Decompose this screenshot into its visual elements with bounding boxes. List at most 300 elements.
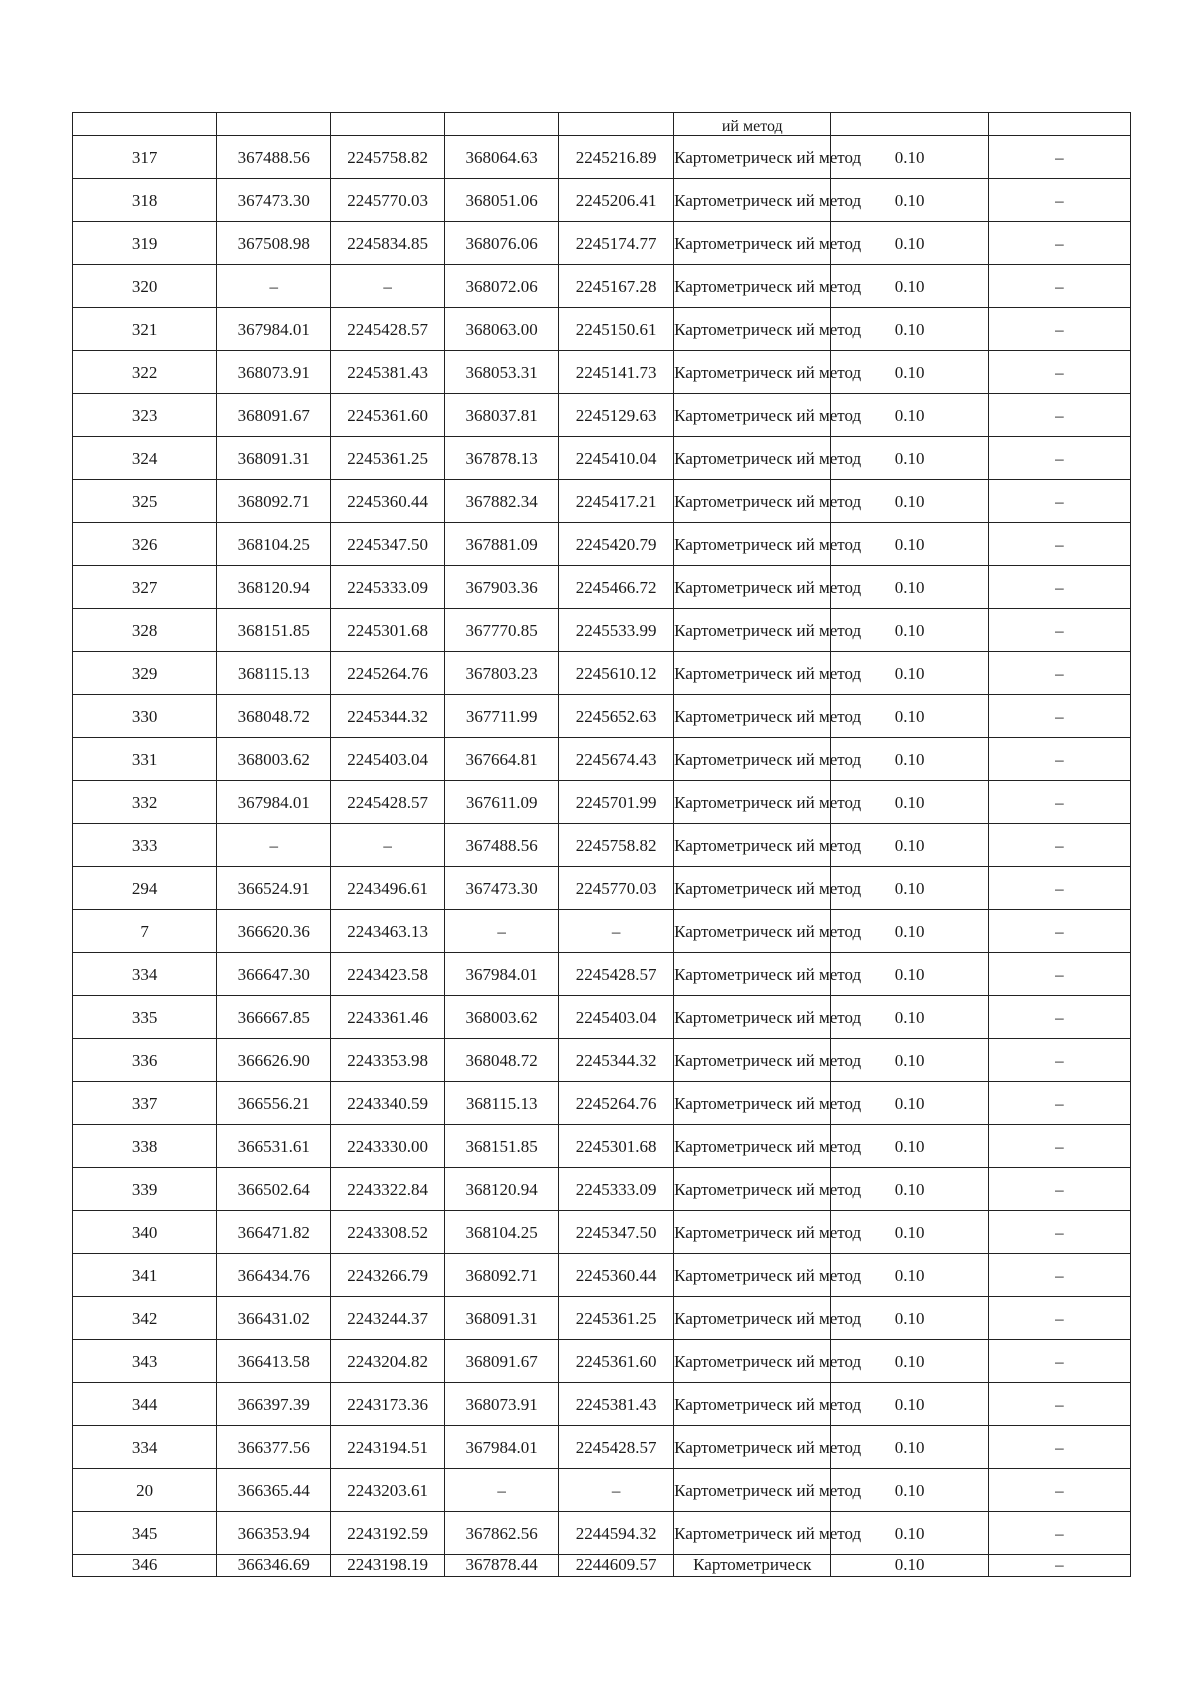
cell-method: Картометрическ ий метод — [674, 1211, 831, 1254]
cell-x-new: 367770.85 — [445, 609, 559, 652]
cell-x-old: 368073.91 — [217, 351, 331, 394]
cell-x-old — [217, 113, 331, 136]
cell-method: Картометрическ ий метод — [674, 480, 831, 523]
cell-point-number: 327 — [73, 566, 217, 609]
table-row — [73, 437, 1131, 480]
cell-point-number: 338 — [73, 1125, 217, 1168]
cell-x-old: 368104.25 — [217, 523, 331, 566]
cell-point-number — [73, 113, 217, 136]
cell-accuracy: 0.10 — [831, 996, 988, 1039]
cell-method: Картометрическ — [674, 1555, 831, 1577]
cell-accuracy: 0.10 — [831, 566, 988, 609]
table-row — [73, 953, 1131, 996]
cell-y-old: 2245360.44 — [331, 480, 445, 523]
table-row — [73, 1340, 1131, 1383]
cell-method: Картометрическ ий метод — [674, 351, 831, 394]
cell-x-new: 368151.85 — [445, 1125, 559, 1168]
cell-y-new: 2245420.79 — [559, 523, 674, 566]
cell-y-new: 2245206.41 — [559, 179, 674, 222]
cell-point-number: 331 — [73, 738, 217, 781]
cell-method: Картометрическ ий метод — [674, 1469, 831, 1512]
cell-x-new: 368037.81 — [445, 394, 559, 437]
cell-x-old: 366413.58 — [217, 1340, 331, 1383]
cell-note: – — [988, 1168, 1130, 1211]
cell-method: Картометрическ ий метод — [674, 1168, 831, 1211]
table-row — [73, 1254, 1131, 1297]
table-row — [73, 1469, 1131, 1512]
cell-x-old: 366667.85 — [217, 996, 331, 1039]
table-row — [73, 480, 1131, 523]
cell-note: – — [988, 609, 1130, 652]
cell-x-new — [445, 113, 559, 136]
cell-x-old: 366346.69 — [217, 1555, 331, 1577]
cell-y-old: – — [331, 824, 445, 867]
table-row — [73, 738, 1131, 781]
cell-y-new: – — [559, 1469, 674, 1512]
cell-y-new: 2245403.04 — [559, 996, 674, 1039]
cell-point-number: 332 — [73, 781, 217, 824]
cell-note: – — [988, 1383, 1130, 1426]
cell-note: – — [988, 308, 1130, 351]
cell-point-number: 325 — [73, 480, 217, 523]
cell-point-number: 335 — [73, 996, 217, 1039]
cell-method: Картометрическ ий метод — [674, 265, 831, 308]
cell-y-old: 2245428.57 — [331, 781, 445, 824]
cell-x-old: 368091.67 — [217, 394, 331, 437]
cell-y-new: 2245381.43 — [559, 1383, 674, 1426]
cell-x-new: 367664.81 — [445, 738, 559, 781]
cell-note: – — [988, 179, 1130, 222]
cell-method: Картометрическ ий метод — [674, 738, 831, 781]
cell-note: – — [988, 996, 1130, 1039]
cell-note — [988, 113, 1130, 136]
cell-y-old: 2243423.58 — [331, 953, 445, 996]
cell-y-new: 2244609.57 — [559, 1555, 674, 1577]
cell-point-number: 328 — [73, 609, 217, 652]
cell-note: – — [988, 1469, 1130, 1512]
table-row — [73, 652, 1131, 695]
cell-x-new: 367878.13 — [445, 437, 559, 480]
table-row — [73, 523, 1131, 566]
cell-note: – — [988, 566, 1130, 609]
cell-point-number: 346 — [73, 1555, 217, 1577]
cell-method: Картометрическ ий метод — [674, 1039, 831, 1082]
cell-point-number: 326 — [73, 523, 217, 566]
cell-accuracy: 0.10 — [831, 824, 988, 867]
cell-y-old: 2243330.00 — [331, 1125, 445, 1168]
cell-note: – — [988, 1555, 1130, 1577]
cell-x-old: – — [217, 265, 331, 308]
cell-point-number: 323 — [73, 394, 217, 437]
cell-accuracy: 0.10 — [831, 1469, 988, 1512]
cell-x-new: 368073.91 — [445, 1383, 559, 1426]
cell-note: – — [988, 1426, 1130, 1469]
cell-method: Картометрическ ий метод — [674, 609, 831, 652]
cell-x-new: 367903.36 — [445, 566, 559, 609]
cell-point-number: 345 — [73, 1512, 217, 1555]
table-row — [73, 1426, 1131, 1469]
cell-x-old: 366524.91 — [217, 867, 331, 910]
cell-method: Картометрическ ий метод — [674, 179, 831, 222]
cell-x-old: 366353.94 — [217, 1512, 331, 1555]
cell-x-new: 368072.06 — [445, 265, 559, 308]
cell-accuracy: 0.10 — [831, 1039, 988, 1082]
cell-note: – — [988, 910, 1130, 953]
cell-y-new: 2245466.72 — [559, 566, 674, 609]
cell-x-new: 368091.67 — [445, 1340, 559, 1383]
cell-x-new: 368053.31 — [445, 351, 559, 394]
cell-x-old: 366431.02 — [217, 1297, 331, 1340]
cell-note: – — [988, 351, 1130, 394]
table-row — [73, 1125, 1131, 1168]
cell-x-new: 368003.62 — [445, 996, 559, 1039]
cell-method: ий метод — [674, 113, 831, 136]
table-row — [73, 179, 1131, 222]
cell-y-old: 2243463.13 — [331, 910, 445, 953]
cell-point-number: 341 — [73, 1254, 217, 1297]
cell-point-number: 320 — [73, 265, 217, 308]
cell-note: – — [988, 738, 1130, 781]
cell-x-old: 366377.56 — [217, 1426, 331, 1469]
cell-y-old: 2245770.03 — [331, 179, 445, 222]
cell-x-old: 367488.56 — [217, 136, 331, 179]
table-row — [73, 910, 1131, 953]
cell-x-new: 368104.25 — [445, 1211, 559, 1254]
cell-y-new: 2245770.03 — [559, 867, 674, 910]
cell-point-number: 317 — [73, 136, 217, 179]
cell-y-old: 2245264.76 — [331, 652, 445, 695]
cell-y-old: 2245403.04 — [331, 738, 445, 781]
cell-x-new: 368091.31 — [445, 1297, 559, 1340]
cell-accuracy: 0.10 — [831, 1168, 988, 1211]
cell-point-number: 342 — [73, 1297, 217, 1340]
table-row — [73, 566, 1131, 609]
cell-point-number: 322 — [73, 351, 217, 394]
cell-method: Картометрическ ий метод — [674, 437, 831, 480]
cell-y-old: – — [331, 265, 445, 308]
table-row — [73, 824, 1131, 867]
cell-y-old: 2243322.84 — [331, 1168, 445, 1211]
cell-x-new: 368115.13 — [445, 1082, 559, 1125]
cell-y-old: 2243266.79 — [331, 1254, 445, 1297]
cell-method: Картометрическ ий метод — [674, 1512, 831, 1555]
cell-y-old: 2245361.25 — [331, 437, 445, 480]
cell-accuracy: 0.10 — [831, 1211, 988, 1254]
cell-x-new: 367473.30 — [445, 867, 559, 910]
cell-method: Картометрическ ий метод — [674, 308, 831, 351]
cell-point-number: 337 — [73, 1082, 217, 1125]
cell-note: – — [988, 394, 1130, 437]
cell-x-old: 368003.62 — [217, 738, 331, 781]
cell-note: – — [988, 824, 1130, 867]
cell-y-old: 2243361.46 — [331, 996, 445, 1039]
cell-method: Картометрическ ий метод — [674, 824, 831, 867]
table-row — [73, 1211, 1131, 1254]
cell-x-old: 366626.90 — [217, 1039, 331, 1082]
cell-point-number: 329 — [73, 652, 217, 695]
cell-note: – — [988, 437, 1130, 480]
cell-x-new: 367984.01 — [445, 953, 559, 996]
cell-x-old: 366556.21 — [217, 1082, 331, 1125]
table-row — [73, 867, 1131, 910]
cell-y-new: 2245129.63 — [559, 394, 674, 437]
cell-note: – — [988, 781, 1130, 824]
cell-accuracy: 0.10 — [831, 179, 988, 222]
cell-method: Картометрическ ий метод — [674, 1254, 831, 1297]
cell-note: – — [988, 480, 1130, 523]
cell-accuracy: 0.10 — [831, 1426, 988, 1469]
cell-note: – — [988, 1254, 1130, 1297]
table-row — [73, 1512, 1131, 1555]
cell-y-new: 2245361.25 — [559, 1297, 674, 1340]
cell-method: Картометрическ ий метод — [674, 652, 831, 695]
cell-y-old — [331, 113, 445, 136]
cell-y-new: 2245428.57 — [559, 953, 674, 996]
cell-accuracy: 0.10 — [831, 910, 988, 953]
cell-y-old: 2245428.57 — [331, 308, 445, 351]
cell-x-new: 367488.56 — [445, 824, 559, 867]
cell-accuracy: 0.10 — [831, 265, 988, 308]
cell-note: – — [988, 1512, 1130, 1555]
cell-x-old: 366434.76 — [217, 1254, 331, 1297]
cell-point-number: 7 — [73, 910, 217, 953]
table-row — [73, 222, 1131, 265]
cell-x-new: 367882.34 — [445, 480, 559, 523]
cell-x-new: – — [445, 1469, 559, 1512]
cell-y-old: 2243198.19 — [331, 1555, 445, 1577]
cell-note: – — [988, 523, 1130, 566]
table-row — [73, 781, 1131, 824]
cell-y-new: 2245360.44 — [559, 1254, 674, 1297]
cell-x-old: 366471.82 — [217, 1211, 331, 1254]
cell-y-new: 2245610.12 — [559, 652, 674, 695]
cell-accuracy: 0.10 — [831, 351, 988, 394]
cell-note: – — [988, 1082, 1130, 1125]
table-row — [73, 1168, 1131, 1211]
cell-x-new: 368048.72 — [445, 1039, 559, 1082]
cell-y-new: 2245216.89 — [559, 136, 674, 179]
cell-method: Картометрическ ий метод — [674, 523, 831, 566]
cell-note: – — [988, 1297, 1130, 1340]
cell-y-old: 2243244.37 — [331, 1297, 445, 1340]
cell-note: – — [988, 867, 1130, 910]
cell-y-old: 2245834.85 — [331, 222, 445, 265]
cell-accuracy: 0.10 — [831, 1297, 988, 1340]
cell-accuracy: 0.10 — [831, 437, 988, 480]
table-row — [73, 1555, 1131, 1577]
cell-method: Картометрическ ий метод — [674, 1082, 831, 1125]
table-row — [73, 1039, 1131, 1082]
cell-y-old: 2245344.32 — [331, 695, 445, 738]
cell-x-new: 368051.06 — [445, 179, 559, 222]
cell-x-new: 367878.44 — [445, 1555, 559, 1577]
table-row-continued — [73, 113, 1131, 136]
cell-x-new: 367984.01 — [445, 1426, 559, 1469]
cell-y-old: 2245361.60 — [331, 394, 445, 437]
cell-y-new: 2245758.82 — [559, 824, 674, 867]
cell-point-number: 339 — [73, 1168, 217, 1211]
cell-method: Картометрическ ий метод — [674, 1340, 831, 1383]
cell-note: – — [988, 1125, 1130, 1168]
cell-accuracy: 0.10 — [831, 695, 988, 738]
cell-accuracy: 0.10 — [831, 867, 988, 910]
cell-x-old: 368115.13 — [217, 652, 331, 695]
table-row — [73, 351, 1131, 394]
cell-accuracy — [831, 113, 988, 136]
cell-y-new: 2244594.32 — [559, 1512, 674, 1555]
cell-accuracy: 0.10 — [831, 1555, 988, 1577]
cell-y-old: 2243340.59 — [331, 1082, 445, 1125]
cell-method: Картометрическ ий метод — [674, 394, 831, 437]
table-row — [73, 695, 1131, 738]
coordinates-table — [72, 112, 1131, 1577]
cell-x-new: 368092.71 — [445, 1254, 559, 1297]
cell-y-old: 2243192.59 — [331, 1512, 445, 1555]
cell-y-old: 2245347.50 — [331, 523, 445, 566]
cell-accuracy: 0.10 — [831, 1082, 988, 1125]
cell-y-new: – — [559, 910, 674, 953]
cell-x-old: 368048.72 — [217, 695, 331, 738]
cell-x-old: 368091.31 — [217, 437, 331, 480]
table-row — [73, 136, 1131, 179]
cell-x-old: 367473.30 — [217, 179, 331, 222]
cell-accuracy: 0.10 — [831, 308, 988, 351]
cell-method: Картометрическ ий метод — [674, 996, 831, 1039]
cell-x-new: 368063.00 — [445, 308, 559, 351]
cell-accuracy: 0.10 — [831, 1383, 988, 1426]
cell-method: Картометрическ ий метод — [674, 1426, 831, 1469]
cell-y-old: 2245381.43 — [331, 351, 445, 394]
cell-x-new: 367881.09 — [445, 523, 559, 566]
cell-point-number: 324 — [73, 437, 217, 480]
cell-accuracy: 0.10 — [831, 394, 988, 437]
cell-y-new: 2245167.28 — [559, 265, 674, 308]
table-row — [73, 394, 1131, 437]
cell-y-new: 2245417.21 — [559, 480, 674, 523]
cell-accuracy: 0.10 — [831, 781, 988, 824]
cell-method: Картометрическ ий метод — [674, 867, 831, 910]
cell-y-new: 2245428.57 — [559, 1426, 674, 1469]
cell-accuracy: 0.10 — [831, 738, 988, 781]
cell-accuracy: 0.10 — [831, 1512, 988, 1555]
cell-point-number: 321 — [73, 308, 217, 351]
cell-y-new: 2245174.77 — [559, 222, 674, 265]
cell-x-old: 367984.01 — [217, 781, 331, 824]
cell-method: Картометрическ ий метод — [674, 566, 831, 609]
cell-y-old: 2243203.61 — [331, 1469, 445, 1512]
cell-x-old: 368151.85 — [217, 609, 331, 652]
cell-method: Картометрическ ий метод — [674, 222, 831, 265]
cell-x-new: – — [445, 910, 559, 953]
cell-y-old: 2243496.61 — [331, 867, 445, 910]
cell-y-new: 2245347.50 — [559, 1211, 674, 1254]
cell-y-new: 2245333.09 — [559, 1168, 674, 1211]
cell-point-number: 294 — [73, 867, 217, 910]
cell-point-number: 340 — [73, 1211, 217, 1254]
cell-y-old: 2243204.82 — [331, 1340, 445, 1383]
cell-y-new: 2245652.63 — [559, 695, 674, 738]
cell-method: Картометрическ ий метод — [674, 1383, 831, 1426]
cell-y-new: 2245674.43 — [559, 738, 674, 781]
cell-y-new: 2245361.60 — [559, 1340, 674, 1383]
table-row — [73, 265, 1131, 308]
cell-point-number: 20 — [73, 1469, 217, 1512]
cell-x-old: 366502.64 — [217, 1168, 331, 1211]
cell-y-new: 2245344.32 — [559, 1039, 674, 1082]
cell-y-old: 2243308.52 — [331, 1211, 445, 1254]
cell-x-old: 367984.01 — [217, 308, 331, 351]
table-row — [73, 609, 1131, 652]
table-row — [73, 1082, 1131, 1125]
cell-accuracy: 0.10 — [831, 652, 988, 695]
cell-point-number: 319 — [73, 222, 217, 265]
table-row — [73, 308, 1131, 351]
cell-method: Картометрическ ий метод — [674, 1125, 831, 1168]
cell-note: – — [988, 265, 1130, 308]
table-body — [73, 113, 1131, 1577]
cell-accuracy: 0.10 — [831, 1254, 988, 1297]
cell-method: Картометрическ ий метод — [674, 910, 831, 953]
cell-x-new: 367711.99 — [445, 695, 559, 738]
cell-point-number: 343 — [73, 1340, 217, 1383]
cell-y-new — [559, 113, 674, 136]
cell-x-old: 367508.98 — [217, 222, 331, 265]
cell-y-old: 2245333.09 — [331, 566, 445, 609]
cell-point-number: 333 — [73, 824, 217, 867]
cell-x-old: 366620.36 — [217, 910, 331, 953]
cell-accuracy: 0.10 — [831, 609, 988, 652]
cell-x-old: 366531.61 — [217, 1125, 331, 1168]
cell-method: Картометрическ ий метод — [674, 781, 831, 824]
cell-method: Картометрическ ий метод — [674, 1297, 831, 1340]
cell-y-new: 2245533.99 — [559, 609, 674, 652]
cell-accuracy: 0.10 — [831, 953, 988, 996]
cell-note: – — [988, 652, 1130, 695]
cell-accuracy: 0.10 — [831, 1125, 988, 1168]
cell-x-old: 366397.39 — [217, 1383, 331, 1426]
table-row — [73, 1297, 1131, 1340]
cell-y-old: 2245758.82 — [331, 136, 445, 179]
cell-point-number: 344 — [73, 1383, 217, 1426]
cell-y-new: 2245301.68 — [559, 1125, 674, 1168]
cell-y-new: 2245701.99 — [559, 781, 674, 824]
cell-method: Картометрическ ий метод — [674, 695, 831, 738]
cell-point-number: 318 — [73, 179, 217, 222]
cell-note: – — [988, 1211, 1130, 1254]
cell-x-new: 367803.23 — [445, 652, 559, 695]
cell-x-old: 366647.30 — [217, 953, 331, 996]
cell-y-old: 2245301.68 — [331, 609, 445, 652]
cell-y-old: 2243173.36 — [331, 1383, 445, 1426]
cell-x-new: 368064.63 — [445, 136, 559, 179]
cell-y-old: 2243353.98 — [331, 1039, 445, 1082]
cell-point-number: 334 — [73, 953, 217, 996]
cell-point-number: 334 — [73, 1426, 217, 1469]
cell-y-new: 2245410.04 — [559, 437, 674, 480]
cell-note: – — [988, 222, 1130, 265]
cell-y-new: 2245150.61 — [559, 308, 674, 351]
cell-point-number: 330 — [73, 695, 217, 738]
cell-x-old: 366365.44 — [217, 1469, 331, 1512]
cell-x-old: 368092.71 — [217, 480, 331, 523]
cell-method: Картометрическ ий метод — [674, 953, 831, 996]
cell-y-old: 2243194.51 — [331, 1426, 445, 1469]
cell-x-old: – — [217, 824, 331, 867]
cell-note: – — [988, 136, 1130, 179]
cell-accuracy: 0.10 — [831, 480, 988, 523]
cell-x-new: 367611.09 — [445, 781, 559, 824]
cell-y-new: 2245141.73 — [559, 351, 674, 394]
